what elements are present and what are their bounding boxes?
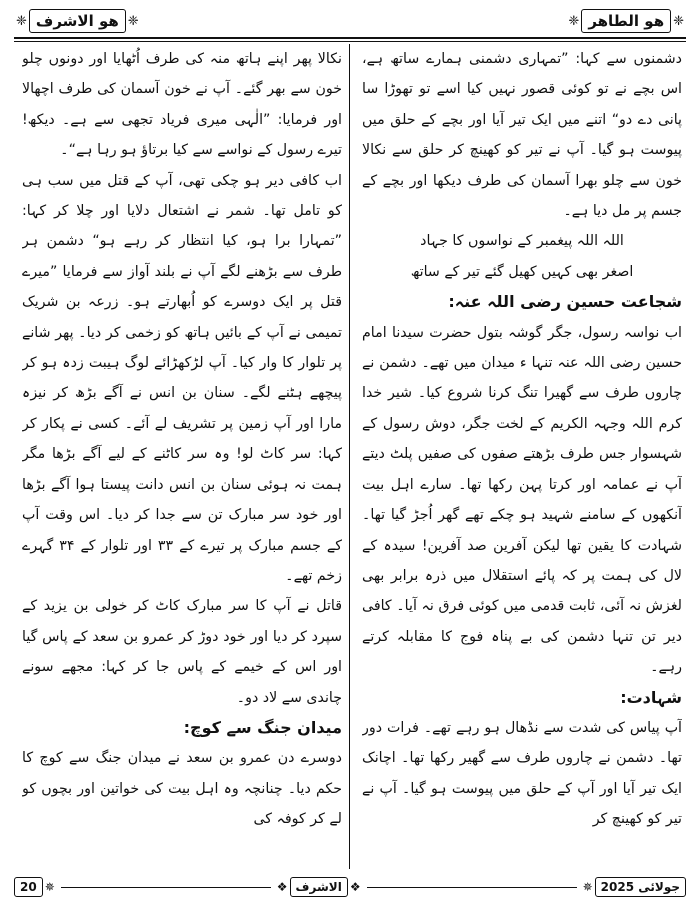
footer-magazine-name: الاشرف (290, 877, 348, 897)
paragraph: آپ پیاس کی شدت سے نڈھال ہو رہے تھے۔ فرات دور تھا۔ دشمن نے چاروں طرف سے گھیر رکھا تھا۔ اچانک ایک تیر آیا اور آپ کے حلق میں پیوست ہو گیا۔ آپ نے تیر کو کھینچ کر (362, 719, 682, 828)
header-ornament-icon: ❈ (16, 13, 27, 29)
footer-month-year: جولائی 2025 (595, 877, 686, 897)
footer-rule (61, 887, 271, 888)
footer-ornament-icon: ❖ (276, 880, 288, 894)
header-right-title: ھو الطاھر (581, 9, 671, 33)
paragraph: دشمنوں سے کہا: ”تمہاری دشمنی ہمارے ساتھ ہے، اس بچے نے تو کوئی قصور نہیں کیا اسے تو تھوڑا سا پانی دے دو“ اتنے میں ایک تیر آیا اور بچے کے حلق میں پیوست ہو گیا۔ آپ نے تیر کو کھینچ کر حلق سے نکالا خون سے چلو بھرا آسمان کی طرف دیکھا اور بچے کے جسم پر مل دیا ہے۔ (362, 51, 682, 220)
footer (14, 876, 686, 898)
header-ornament-icon: ❈ (127, 13, 139, 29)
footer-rule (367, 887, 577, 888)
header-rule (14, 37, 686, 39)
verse-line: اللہ اللہ پیغمبر کے نواسوں کا جہاد (420, 233, 624, 250)
section-heading: شہادت: (620, 687, 682, 707)
paragraph: قاتل نے آپ کا سر مبارک کاٹ کر خولی بن یزید کے سپرد کر دیا اور خود دوڑ کر عمرو بن سعد کے پاس گیا اور اس کے خیمے کے پاس جا کر کہا: مجھے سونے چاندی سے لاد دو۔ (22, 598, 342, 706)
right-column (362, 44, 682, 866)
paragraph: اب نواسہ رسول، جگر گوشہ بتول حضرت سیدنا امام حسین رضی اللہ عنہ تنہا ء میدان میں تھے۔ دشمن نے چاروں طرف سے گھیرا تنگ کرنا شروع کیا۔ شیر خدا کرم اللہ وجہہ الکریم کے لخت جگر، دوش رسول کے شہسوار جس طرف بڑھتے صفوں کی صفیں پلٹ دیتے آپ نے عمامہ اور کرتا پہن رکھا تھا۔ سارے اہل بیت آنکھوں کے سامنے شہید ہو چکے تھے گھر اُجڑ گیا تھا۔ شہادت کا یقین تھا لیکن آفرین صد آفرین! سیدہ کے لال کی ہمت پر کہ پائے استقلال میں ذرہ برابر بھی لغزش نہ آئی، ثابت قدمی میں کوئی فرق نہ آیا۔ کافی دیر تن تنہا دشمن کی بے پناہ فوج کا مقابلہ کرتے رہے۔ (362, 324, 682, 676)
paragraph: نکالا پھر اپنے ہاتھ منہ کی طرف اُٹھایا اور دونوں چلو خون سے بھر گئے۔ آپ نے خون آسمان کی طرف اچھالا اور فرمایا: ”الٰہی میری فریاد تجھی سے ہے۔ دیکھ! تیرے رسول کے نواسے سے کیا برتاؤ ہو رہا ہے“۔ (22, 51, 342, 159)
header-left-title-box (14, 6, 141, 36)
section-heading: میدان جنگ سے کوچ: (183, 717, 342, 737)
footer-ornament-icon: ✵ (44, 880, 55, 894)
header-ornament-icon: ❈ (673, 13, 684, 29)
header-left-title: ھو الاشرف (29, 9, 126, 33)
page-number: 20 (14, 877, 43, 897)
header-right-title-box (566, 6, 686, 36)
section-heading: شجاعت حسین رضی اللہ عنہ: (448, 292, 682, 312)
column-divider (349, 44, 350, 869)
verse-line: اصغر بھی کہیں کھیل گئے تیر کے ساتھ (410, 263, 634, 280)
paragraph: اب کافی دیر ہو چکی تھی، آپ کے قتل میں سب ہی کو تامل تھا۔ شمر نے اشتعال دلایا اور چلا کر کہا: ”تمہارا برا ہو، کیا انتظار کر رہے ہو“ دشمن ہر طرف سے بڑھنے لگے آپ نے بلند آواز سے فرمایا ”میرے قتل پر ایک دوسرے کو اُبھارتے ہو۔ زرعہ بن شریک تمیمی نے آپ کے بائیں ہاتھ کو زخمی کر دیا۔ پھر شانے پر تلوار کا وار کیا۔ آپ لڑکھڑائے لوگ ہیبت زدہ ہو کر پیچھے ہٹنے لگے۔ سنان بن انس نے آگے بڑھ کر نیزہ مارا اور آپ زمین پر تشریف لے آئے۔ کسی نے پکار کر کہا: سر کاٹ لو! وہ سر کاٹنے کے لیے آگے بڑھا مگر ہمت نہ ہوئی سنان بن انس دانت پیستا ہوا آگے بڑھا اور خود سر مبارک تن سے جدا کر دیا۔ اس وقت آپ کے جسم مبارک پر تیرے کے ۳۳ اور تلوار کے ۳۴ گہرے زخم تھے۔ (22, 172, 342, 584)
header-rule-thin (14, 41, 686, 42)
footer-ornament-icon: ❖ (349, 880, 361, 894)
paragraph: دوسرے دن عمرو بن سعد نے میدان جنگ سے کوچ کا حکم دیا۔ چنانچہ وہ اہل بیت کی خواتین اور بچوں کو لے کر کوفہ کی (22, 750, 342, 828)
footer-ornament-icon: ✵ (582, 880, 593, 894)
header-ornament-icon: ❈ (568, 13, 580, 29)
left-column (22, 44, 342, 866)
